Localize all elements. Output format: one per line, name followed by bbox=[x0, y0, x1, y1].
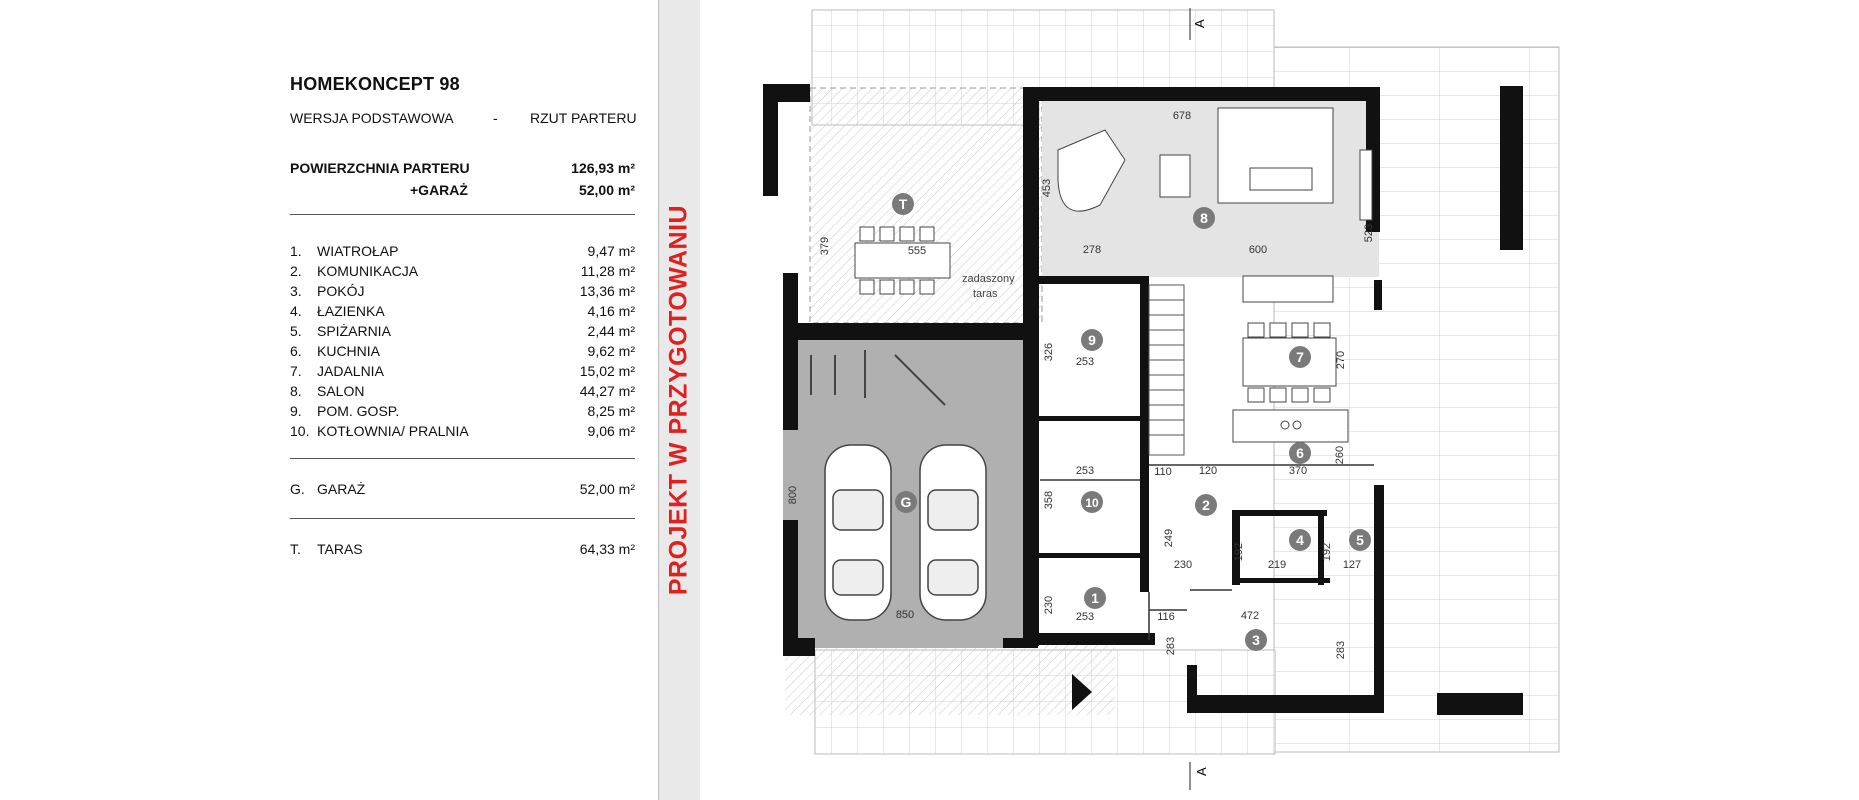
room-area: 11,28 m² bbox=[580, 263, 635, 279]
covered-terrace-label: taras bbox=[973, 288, 998, 300]
ground-floor-area-value: 126,93 m² bbox=[571, 160, 635, 176]
garage-num: G. bbox=[290, 481, 305, 497]
dimension-label: 253 bbox=[1075, 611, 1095, 623]
wall bbox=[783, 323, 1033, 340]
dimension-label: 453 bbox=[1041, 178, 1053, 198]
room-marker-label: T bbox=[898, 196, 908, 212]
room-marker-label: 7 bbox=[1296, 349, 1304, 365]
dimension-label: 472 bbox=[1240, 610, 1260, 622]
wall bbox=[1038, 553, 1142, 558]
dimension-label: 379 bbox=[819, 236, 831, 256]
wall bbox=[783, 520, 798, 648]
wall bbox=[783, 638, 815, 656]
wall bbox=[1035, 633, 1155, 645]
garage-area: 52,00 m² bbox=[579, 481, 635, 497]
dimension-label: 116 bbox=[1157, 611, 1175, 623]
room-area: 9,62 m² bbox=[587, 343, 635, 359]
room-name: KUCHNIA bbox=[317, 343, 381, 359]
garage-extra-label: +GARAŻ bbox=[410, 182, 468, 198]
dimension-label: 555 bbox=[907, 245, 927, 257]
room-marker-label: 9 bbox=[1088, 332, 1096, 348]
section-mark-bottom: A bbox=[1194, 767, 1209, 776]
room-name: WIATROŁAP bbox=[317, 243, 399, 259]
room-name: SALON bbox=[317, 383, 365, 399]
dimension-label: 249 bbox=[1163, 528, 1175, 548]
wall bbox=[783, 273, 798, 328]
dimension-label: 283 bbox=[1165, 636, 1177, 656]
dimension-label: 850 bbox=[895, 609, 915, 621]
dimension-label: 230 bbox=[1043, 595, 1055, 615]
dimension-label: 678 bbox=[1172, 110, 1192, 122]
dimension-label: 260 bbox=[1334, 445, 1346, 465]
dimension-label: 326 bbox=[1043, 342, 1055, 362]
wall bbox=[783, 340, 798, 430]
room-num: 7. bbox=[290, 363, 302, 379]
dimension-label: 278 bbox=[1082, 244, 1102, 256]
version-label: WERSJA PODSTAWOWA bbox=[290, 110, 454, 126]
room-area: 44,27 m² bbox=[579, 383, 635, 399]
room-marker-label: 10 bbox=[1085, 496, 1099, 510]
dimension-label: 127 bbox=[1342, 559, 1362, 571]
room-num: 10. bbox=[290, 423, 310, 439]
dimension-label: 120 bbox=[1198, 465, 1218, 477]
room-marker-label: 5 bbox=[1356, 532, 1364, 548]
room-marker-label: 4 bbox=[1296, 532, 1304, 548]
wall bbox=[763, 84, 778, 196]
room-area: 13,36 m² bbox=[579, 283, 635, 299]
room-name: JADALNIA bbox=[317, 363, 384, 379]
room-name: SPIŻARNIA bbox=[317, 323, 391, 339]
staircase bbox=[1149, 285, 1184, 455]
dimension-label: 523 bbox=[1363, 223, 1375, 243]
room-num: 2. bbox=[290, 263, 302, 279]
room-name: KOTŁOWNIA/ PRALNIA bbox=[317, 423, 469, 439]
room-name: ŁAZIENKA bbox=[317, 303, 385, 319]
car-icon bbox=[825, 445, 891, 620]
garage-name: GARAŻ bbox=[317, 481, 366, 497]
dimension-label: 192 bbox=[1321, 542, 1333, 562]
room-area: 2,44 m² bbox=[587, 323, 635, 339]
room-name: POM. GOSP. bbox=[317, 403, 400, 419]
room-marker-label: 6 bbox=[1296, 445, 1304, 461]
section-mark-top: A bbox=[1192, 19, 1207, 28]
in-preparation-banner: PROJEKT W PRZYGOTOWANIU bbox=[664, 204, 693, 596]
dimension-label: 600 bbox=[1248, 244, 1268, 256]
view-label: RZUT PARTERU bbox=[530, 110, 637, 126]
wall bbox=[1374, 280, 1382, 310]
dimension-label: 283 bbox=[1335, 640, 1347, 660]
wall bbox=[1140, 276, 1149, 592]
dimension-label: 192 bbox=[1233, 542, 1245, 562]
dimension-label: 219 bbox=[1267, 559, 1287, 571]
garage-extra-value: 52,00 m² bbox=[578, 182, 635, 198]
room-name: KOMUNIKACJA bbox=[317, 263, 419, 279]
dimension-label: 253 bbox=[1075, 465, 1095, 477]
wall bbox=[1232, 510, 1327, 516]
dimension-label: 230 bbox=[1173, 559, 1193, 571]
dimension-label: 253 bbox=[1075, 356, 1095, 368]
wall bbox=[1023, 87, 1378, 101]
dimension-label: 370 bbox=[1288, 465, 1308, 477]
room-num: 6. bbox=[290, 343, 302, 359]
room-num: 8. bbox=[290, 383, 302, 399]
room-marker-label: 1 bbox=[1091, 590, 1099, 606]
dimension-label: 800 bbox=[787, 485, 799, 505]
room-marker-label: G bbox=[900, 494, 912, 510]
terrace-num: T. bbox=[290, 541, 301, 557]
wall bbox=[1038, 416, 1142, 421]
room-num: 3. bbox=[290, 283, 302, 299]
wall bbox=[1023, 276, 1039, 646]
wall bbox=[1187, 665, 1197, 713]
car-icon bbox=[920, 445, 986, 620]
wall bbox=[1235, 578, 1330, 583]
room-area: 9,06 m² bbox=[587, 423, 635, 439]
room-marker-label: 3 bbox=[1252, 632, 1260, 648]
room-num: 5. bbox=[290, 323, 302, 339]
room-name: POKÓJ bbox=[317, 283, 365, 299]
terrace-area: 64,33 m² bbox=[579, 541, 635, 557]
wall bbox=[1374, 485, 1384, 703]
room-area: 8,25 m² bbox=[587, 403, 635, 419]
room-num: 4. bbox=[290, 303, 302, 319]
project-title: HOMEKONCEPT 98 bbox=[290, 74, 460, 94]
terrace-name: TARAS bbox=[317, 541, 363, 557]
room-num: 1. bbox=[290, 243, 302, 259]
wall bbox=[1437, 693, 1523, 715]
room-area: 4,16 m² bbox=[587, 303, 635, 319]
room-marker-label: 8 bbox=[1200, 210, 1208, 226]
wall bbox=[1187, 695, 1384, 713]
room-area: 15,02 m² bbox=[579, 363, 635, 379]
room-num: 9. bbox=[290, 403, 302, 419]
wall bbox=[1500, 86, 1523, 250]
covered-terrace-label: zadaszony bbox=[962, 273, 1015, 285]
room-area: 9,47 m² bbox=[587, 243, 635, 259]
dimension-label: 110 bbox=[1154, 466, 1172, 478]
wall bbox=[1035, 276, 1147, 284]
room-marker-label: 2 bbox=[1202, 497, 1210, 513]
dimension-label: 358 bbox=[1043, 490, 1055, 510]
title-separator: - bbox=[493, 110, 498, 126]
ground-floor-area-label: POWIERZCHNIA PARTERU bbox=[290, 160, 470, 176]
dimension-label: 270 bbox=[1335, 350, 1347, 370]
entrance-hatch bbox=[785, 645, 1115, 715]
